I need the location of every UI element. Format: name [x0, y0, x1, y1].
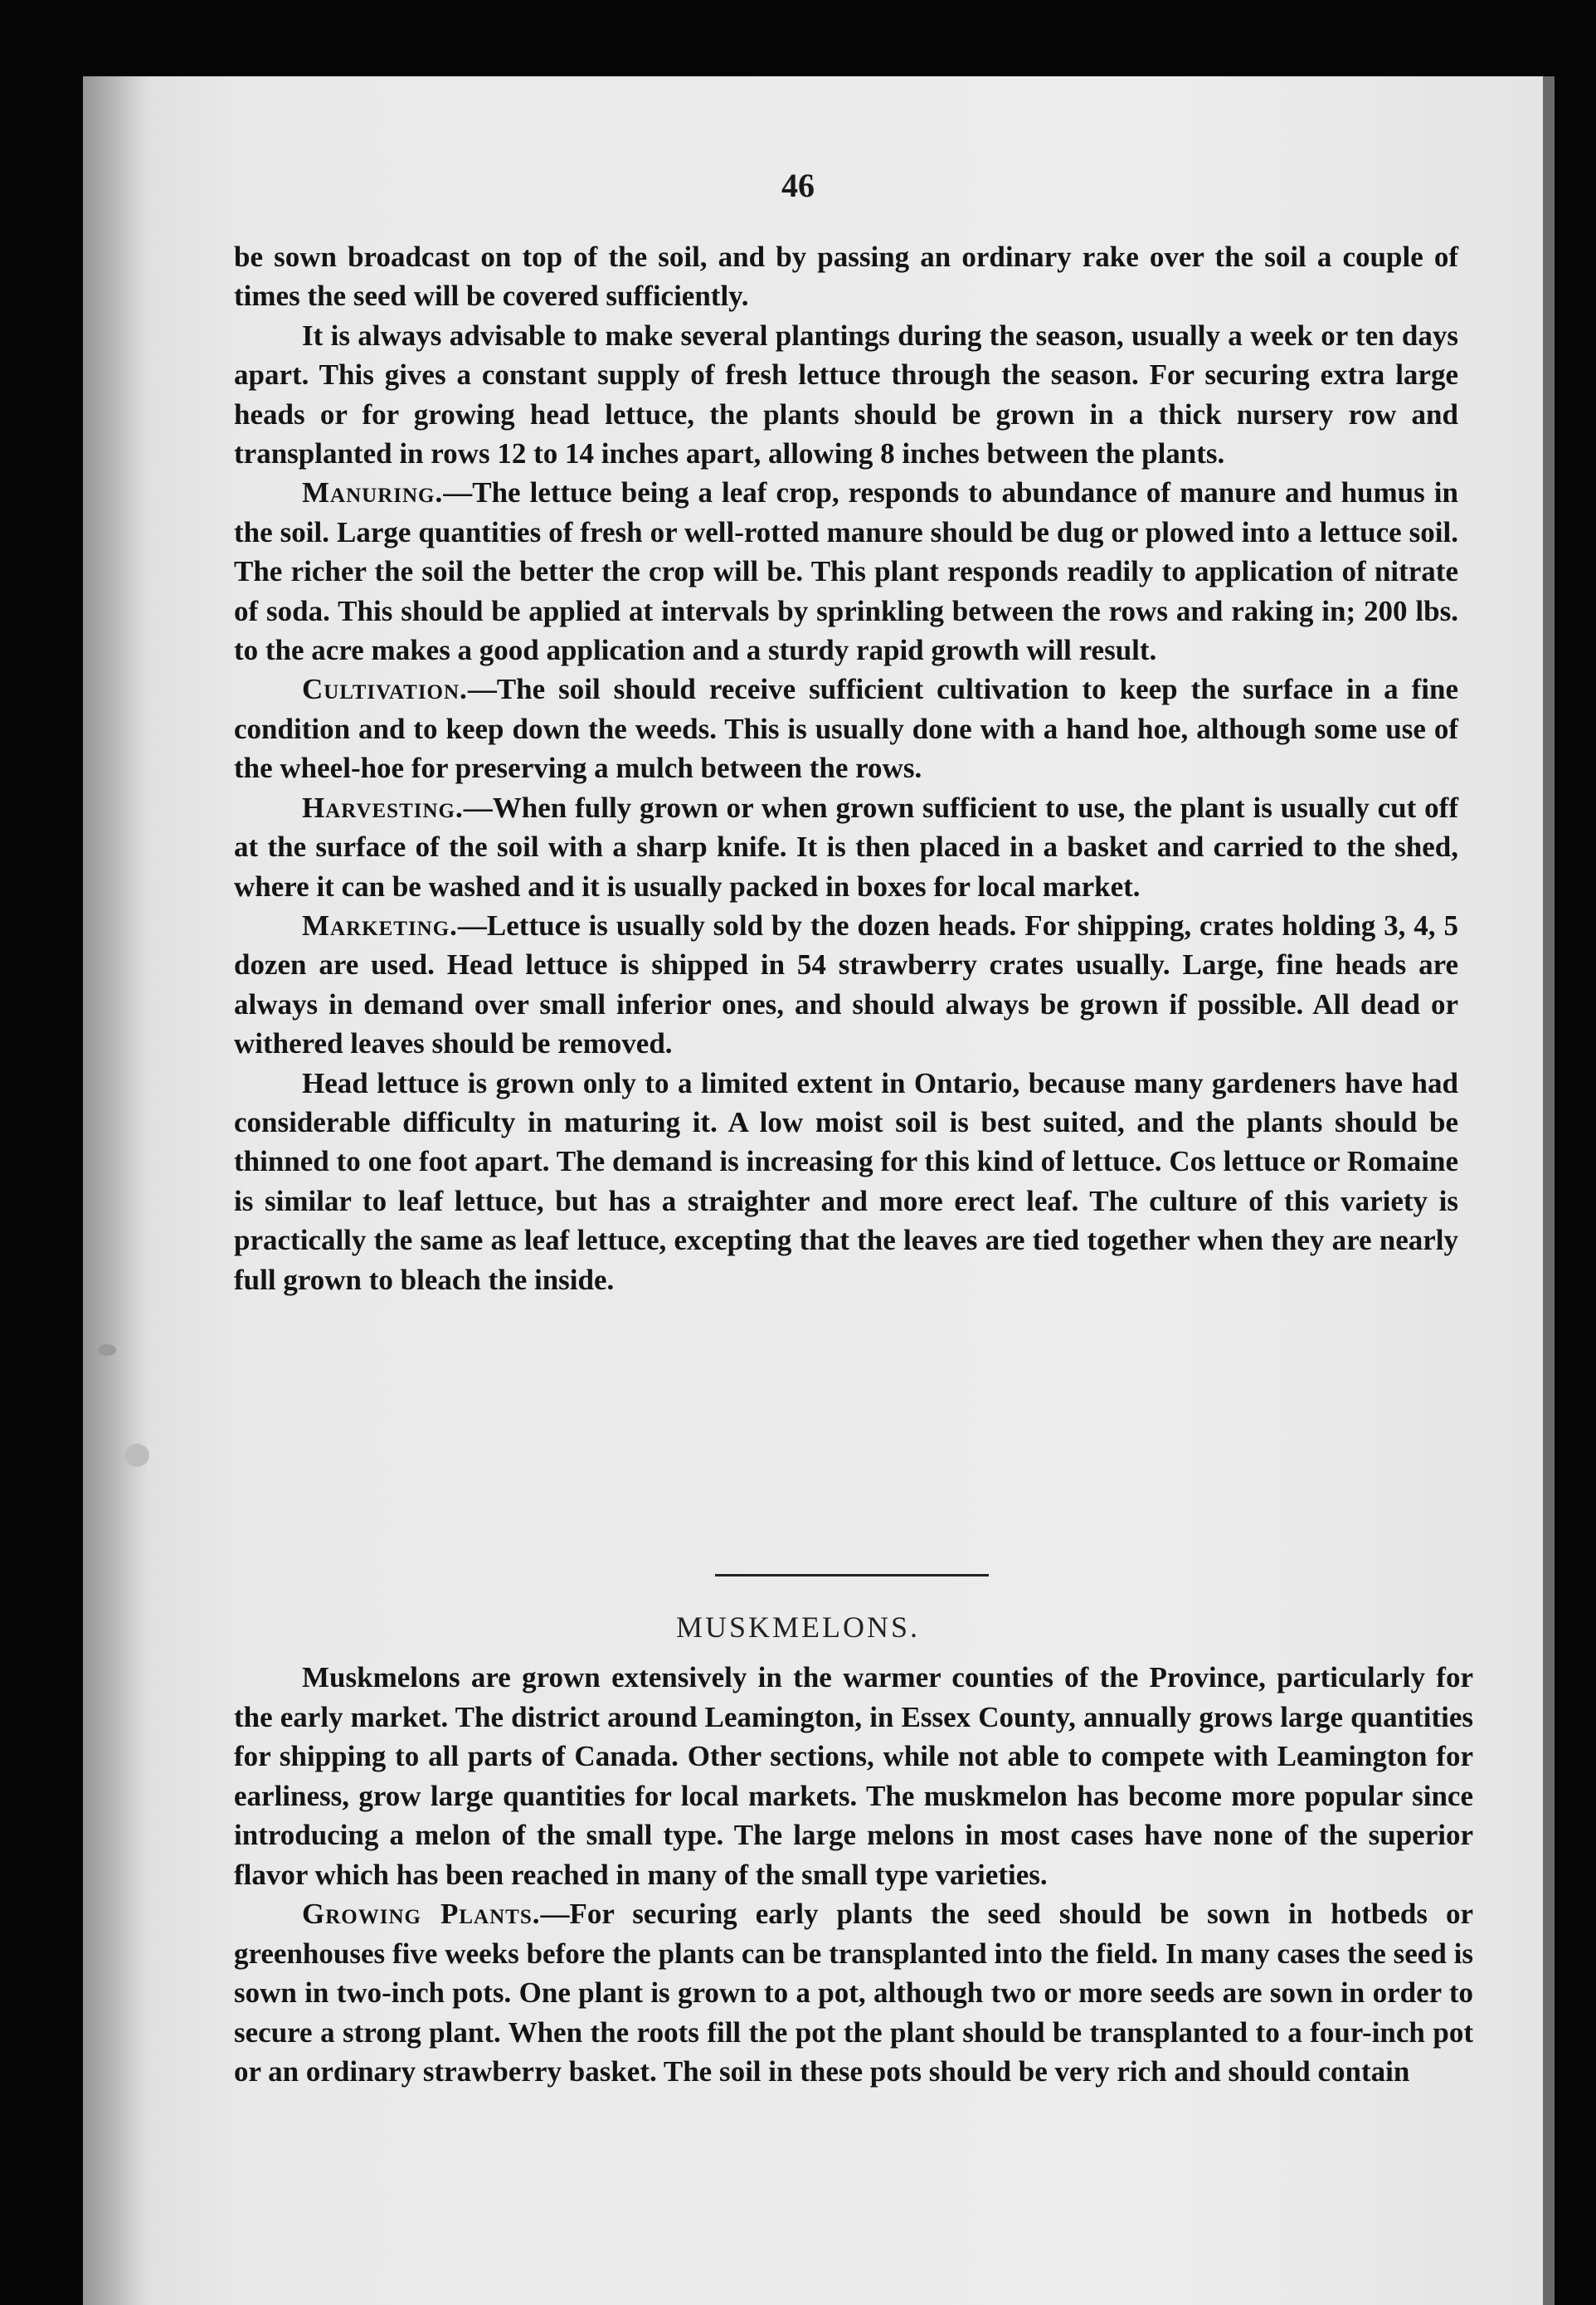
paragraph-text: —For securing early plants the seed should be sown in hotbeds or greenhouses five weeks before the plants can be transplanted into the field. In many cases the seed is sown in two-inch pots. One plant is grown to a pot, although two or more seeds are sown in order to secure a strong plant. When the roots fill the pot the plant should be transplanted to a four-inch pot or an ordinary strawberry basket. The soil in these pots should be very rich and should contain — [234, 1898, 1473, 2088]
paragraph-text: —Lettuce is usually sold by the dozen heads. For shipping, crates holding 3, 4, 5 dozen are used. Head lettuce is shipped in 54 strawberry crates usually. Large, fine heads are always in demand over small inferior ones, and should always be grown if possible. All dead or withered leaves should be removed. — [234, 909, 1458, 1060]
section-heading: MUSKMELONS. — [675, 1611, 921, 1644]
section-divider — [715, 1574, 989, 1576]
page-edge-bar — [1543, 76, 1555, 2305]
paragraph: It is always advisable to make several plantings during the season, usually a week or ten days apart. This gives a constant supply of fresh lettuce through the season. For securing extra large heads or for growing head lettuce, the plants should be grown in a thick nursery row and transplanted in rows 12 to 14 inches apart, allowing 8 inches between the plants. — [234, 319, 1458, 470]
paragraph-harvesting — [234, 788, 1458, 906]
run-in-heading: Harvesting. — [302, 791, 464, 824]
paragraph-cultivation — [234, 670, 1458, 787]
run-in-heading: Manuring. — [302, 476, 444, 509]
page-gutter-shadow — [83, 76, 149, 2305]
paragraph-manuring — [234, 473, 1458, 670]
lettuce-section — [234, 237, 1458, 1299]
paragraph-marketing — [234, 906, 1458, 1064]
paragraph-growing-plants — [234, 1894, 1473, 2092]
margin-speck — [98, 1344, 116, 1356]
run-in-heading: Growing Plants. — [302, 1898, 541, 1930]
run-in-heading: Marketing. — [302, 909, 458, 942]
muskmelon-section — [234, 1658, 1473, 2092]
page-number: 46 — [781, 167, 815, 204]
paragraph-text: —When fully grown or when grown sufficient to use, the plant is usually cut off at the surface of the soil with a sharp knife. It is then placed in a basket and carried to the shed, where it can be washed and it is usually packed in boxes for local market. — [234, 791, 1458, 903]
run-in-heading: Cultivation. — [302, 673, 468, 706]
paragraph: be sown broadcast on top of the soil, and by passing an ordinary rake over the soil a couple of times the seed will be covered sufficiently. — [234, 241, 1458, 313]
paragraph-text: —The lettuce being a leaf crop, responds to abundance of manure and humus in the soil. Large quantities of fresh or well-rotted manure should be dug or plowed into a lettuce soil. The richer the soil the better the crop will be. This plant responds readily to application of nitrate of soda. This should be applied at intervals by sprinkling between the rows and raking in; 200 lbs. to the acre makes a good application and a sturdy rapid growth will result. — [234, 476, 1458, 667]
paragraph-text: —The soil should receive sufficient cultivation to keep the surface in a fine condition and to keep down the weeds. This is usually done with a hand hoe, although some use of the wheel-hoe for preserving a mulch between the rows. — [234, 673, 1458, 785]
paragraph: Muskmelons are grown extensively in the warmer counties of the Province, particularly for the early market. The district around Leamington, in Essex County, annually grows large quantities for shipping to all parts of Canada. Other sections, while not able to compete with Leamington for earliness, grow large quantities for local markets. The muskmelon has become more popular since introducing a melon of the small type. The large melons in most cases have none of the superior flavor which has been reached in many of the small type varieties. — [234, 1661, 1473, 1891]
paragraph: Head lettuce is grown only to a limited extent in Ontario, because many gardeners have had considerable difficulty in maturing it. A low moist soil is best suited, and the plants should be thinned to one foot apart. The demand is increasing for this kind of lettuce. Cos lettuce or Romaine is similar to leaf lettuce, but has a straighter and more erect leaf. The culture of this variety is practically the same as leaf lettuce, excepting that the leaves are tied together when they are nearly full grown to bleach the inside. — [234, 1066, 1458, 1296]
margin-speck — [124, 1444, 149, 1467]
